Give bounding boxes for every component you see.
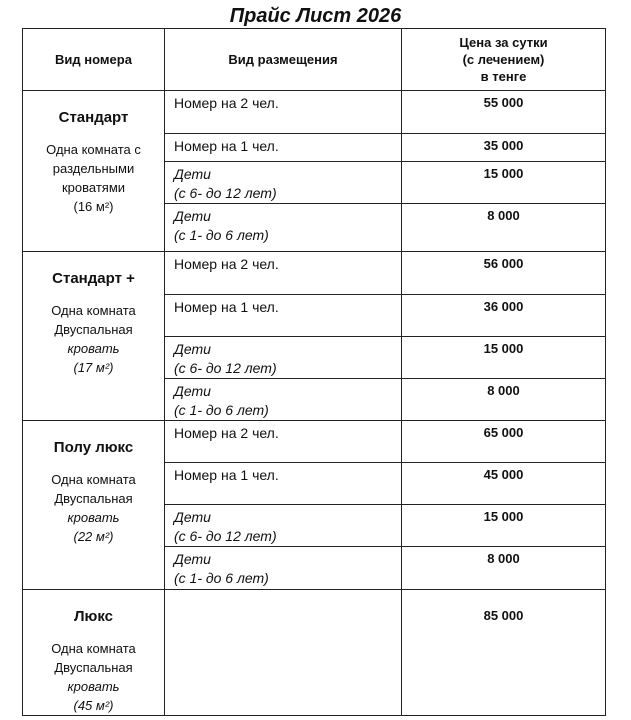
room-desc-line: Одна комната bbox=[51, 472, 136, 487]
room-desc-line: Одна комната с bbox=[46, 142, 141, 157]
accommodation-cell: Номер на 1 чел. bbox=[165, 134, 402, 162]
room-desc-line: Одна комната bbox=[51, 303, 136, 318]
accommodation-cell: Дети (с 1- до 6 лет) bbox=[165, 547, 402, 590]
table-row bbox=[23, 590, 606, 716]
room-cell-standard-plus bbox=[23, 252, 165, 421]
accommodation-cell: Номер на 1 чел. bbox=[165, 463, 402, 505]
accommodation-cell bbox=[165, 590, 402, 716]
room-area: (17 м²) bbox=[73, 360, 114, 375]
price-cell: 45 000 bbox=[402, 463, 606, 505]
room-description bbox=[23, 470, 164, 546]
price-cell: 35 000 bbox=[402, 134, 606, 162]
price-cell: 65 000 bbox=[402, 421, 606, 463]
price-cell: 8 000 bbox=[402, 379, 606, 421]
room-name: Люкс bbox=[74, 608, 113, 625]
page-title: Прайс Лист 2026 bbox=[229, 5, 402, 27]
price-cell: 8 000 bbox=[402, 547, 606, 590]
room-desc-line: кровать bbox=[67, 341, 120, 356]
accommodation-cell: Номер на 2 чел. bbox=[165, 252, 402, 295]
header-price bbox=[402, 29, 606, 91]
price-table bbox=[22, 28, 606, 716]
room-name: Стандарт bbox=[58, 109, 129, 126]
room-desc-line: Двуспальная bbox=[54, 491, 133, 506]
room-cell-lux bbox=[23, 590, 165, 716]
room-desc-line: Одна комната bbox=[51, 641, 136, 656]
header-row bbox=[23, 29, 606, 91]
price-cell: 85 000 bbox=[402, 590, 606, 716]
room-desc-line: раздельными bbox=[52, 161, 135, 176]
room-desc-line: кровать bbox=[67, 679, 120, 694]
room-cell-standard bbox=[23, 91, 165, 252]
room-area: (45 м²) bbox=[73, 698, 114, 713]
room-description bbox=[23, 301, 164, 377]
header-room-type: Вид номера bbox=[23, 29, 165, 91]
room-description bbox=[23, 639, 164, 715]
room-desc-line: Двуспальная bbox=[54, 322, 133, 337]
room-cell-semi-lux bbox=[23, 421, 165, 590]
room-name: Стандарт + bbox=[52, 270, 135, 287]
accommodation-cell: Дети (с 6- до 12 лет) bbox=[165, 337, 402, 379]
accommodation-cell: Дети (с 6- до 12 лет) bbox=[165, 162, 402, 204]
room-desc-line: кровать bbox=[67, 510, 120, 525]
room-desc-line: кроватями bbox=[61, 180, 126, 195]
accommodation-cell: Дети (с 6- до 12 лет) bbox=[165, 505, 402, 547]
price-cell: 8 000 bbox=[402, 204, 606, 252]
header-accommodation: Вид размещения bbox=[165, 29, 402, 91]
price-cell: 15 000 bbox=[402, 337, 606, 379]
room-desc-line: Двуспальная bbox=[54, 660, 133, 675]
price-cell: 15 000 bbox=[402, 162, 606, 204]
header-price-line1: Цена за сутки bbox=[459, 35, 548, 50]
table-row bbox=[23, 421, 606, 463]
room-area: (22 м²) bbox=[73, 529, 114, 544]
price-cell: 15 000 bbox=[402, 505, 606, 547]
table-row bbox=[23, 91, 606, 134]
room-name: Полу люкс bbox=[53, 439, 134, 456]
price-cell: 36 000 bbox=[402, 295, 606, 337]
header-price-line3: в тенге bbox=[480, 69, 527, 84]
accommodation-cell: Номер на 2 чел. bbox=[165, 421, 402, 463]
accommodation-cell: Номер на 2 чел. bbox=[165, 91, 402, 134]
table-row bbox=[23, 252, 606, 295]
accommodation-cell: Номер на 1 чел. bbox=[165, 295, 402, 337]
price-cell: 55 000 bbox=[402, 91, 606, 134]
room-description bbox=[23, 140, 164, 216]
header-price-line2: (с лечением) bbox=[462, 52, 545, 67]
room-area: (16 м²) bbox=[73, 199, 114, 214]
accommodation-cell: Дети (с 1- до 6 лет) bbox=[165, 204, 402, 252]
accommodation-cell: Дети (с 1- до 6 лет) bbox=[165, 379, 402, 421]
price-cell: 56 000 bbox=[402, 252, 606, 295]
